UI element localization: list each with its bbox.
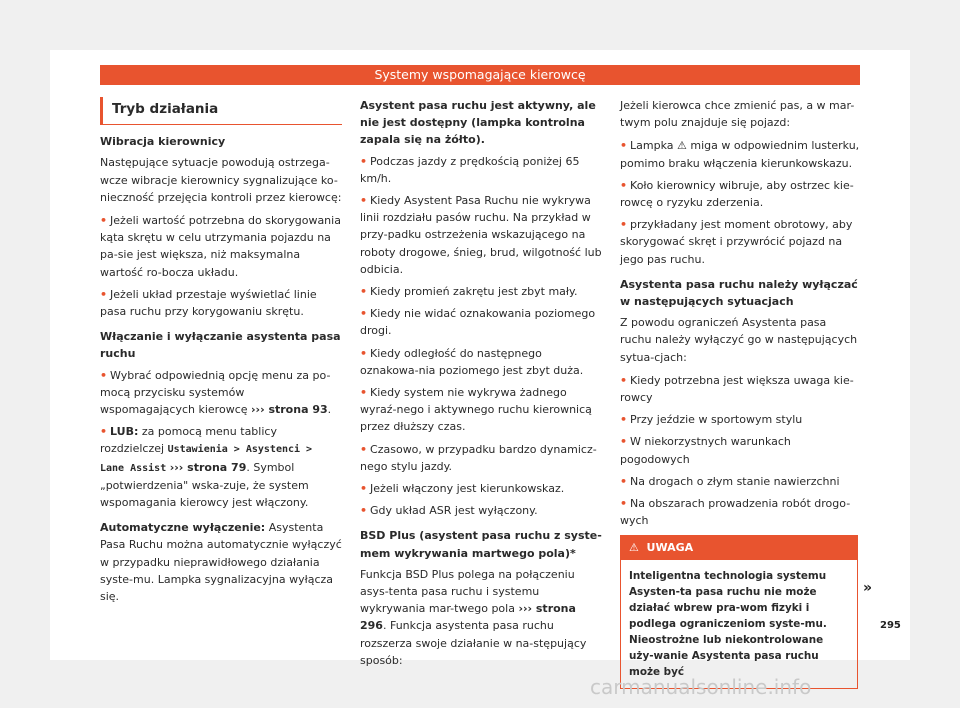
- bullet-dot-icon: •: [360, 386, 368, 400]
- bullet-dot-icon: •: [360, 307, 368, 321]
- heading-when-off: Asystenta pasa ruchu należy wyłączać w następujących sytuacjach: [620, 277, 858, 309]
- chapter-header: Systemy wspomagające kierowcę: [100, 65, 860, 85]
- page-number: 295: [880, 620, 901, 631]
- page-reference-link[interactable]: ››› strona 79: [169, 460, 247, 474]
- bullet-dot-icon: •: [360, 285, 368, 299]
- bullet-dot-icon: •: [360, 442, 368, 456]
- bullet-dot-icon: •: [620, 435, 628, 449]
- heading-active-unavailable: Asystent pasa ruchu jest aktywny, ale nie jest dostępny (lampka kontrolna zapala się na żółto).: [360, 99, 596, 147]
- bullet-dot-icon: •: [620, 139, 628, 153]
- bullet-item: • Podczas jazdy z prędkością poniżej 65 km/h.: [360, 154, 580, 185]
- column-3: [620, 97, 860, 689]
- bullet-dot-icon: •: [620, 218, 628, 232]
- heading-vibration: Wibracja kierownicy: [100, 135, 226, 149]
- bullet-item: • Kiedy system nie wykrywa żadnego wyraź-nego i aktywnego ruchu kierownicą przez dłuższy czas.: [360, 386, 592, 434]
- bullet-dot-icon: •: [620, 373, 628, 387]
- warning-text: Inteligentna technologia systemu Asysten-ta pasa ruchu nie może działać wbrew pra-wom fizyki i podlega ograniczeniom syste-mu. Nieostrożne lub niekontrolowane uży-wanie Asystenta pasa ruchu może być: [629, 569, 827, 678]
- bullet-list: [360, 153, 602, 520]
- bullet-dot-icon: •: [100, 425, 108, 439]
- bullet-dot-icon: •: [620, 497, 628, 511]
- bullet-dot-icon: •: [100, 287, 108, 301]
- heading-onoff: Włączanie i wyłączanie asystenta pasa ruchu: [100, 330, 341, 361]
- page-reference-link[interactable]: ››› strona 93: [251, 403, 328, 417]
- warning-box: [620, 535, 858, 688]
- paragraph-vibration: Następujące sytuacje powodują ostrzega-wcze wibracje kierownicy sygnalizujące ko-nieczność przejęcia kontroli przez kierowcę:: [100, 156, 342, 204]
- column-1: [100, 97, 342, 611]
- bullet-item: • Gdy układ ASR jest wyłączony.: [360, 504, 538, 518]
- warning-triangle-icon: ⚠: [629, 541, 639, 555]
- bullet-item: • Kiedy Asystent Pasa Ruchu nie wykrywa linii rozdziału pasów ruchu. Na przykład w przy-padku ostrzeżenia wskazującego na roboty drogowe, śnieg, brud, wilgotność lub odbicia.: [360, 194, 602, 276]
- bullet-list: [620, 372, 860, 530]
- column-2: [360, 97, 602, 675]
- bullet-dot-icon: •: [360, 482, 368, 496]
- bullet-dot-icon: •: [360, 504, 368, 518]
- bullet-item: • LUB: za pomocą menu tablicy rozdzielczej Ustawienia > Asystenci > Lane Assist ››› strona 79. Symbol „potwierdzenia" wska-zuje, że system wspomagania kierowcy jest włączony.: [100, 425, 313, 510]
- warning-header: ⚠ UWAGA: [621, 536, 857, 559]
- bullet-item: • W niekorzystnych warunkach pogodowych: [620, 435, 791, 466]
- paragraph-bsd: Funkcja BSD Plus polega na połączeniu asys-tenta pasa ruchu i systemu wykrywania mar-twego pola ››› strona 296. Funkcja asystenta pasa ruchu rozszerza swoje działanie w na-stępujący sposób:: [360, 567, 587, 667]
- bullet-dot-icon: •: [620, 413, 628, 427]
- bullet-dot-icon: •: [620, 474, 628, 488]
- bullet-item: • Jeżeli wartość potrzebna do skorygowania kąta skrętu w celu utrzymania pojazdu na pa-sie jest większa, niż maksymalna wartość ro-bocza układu.: [100, 214, 341, 279]
- bullet-item: • Koło kierownicy wibruje, aby ostrzec kie-rowcę o ryzyku zderzenia.: [620, 178, 854, 210]
- paragraph-intro: Jeżeli kierowca chce zmienić pas, a w mar-twym polu znajduje się pojazd:: [620, 99, 855, 130]
- bullet-item: • Czasowo, w przypadku bardzo dynamicz-nego stylu jazdy.: [360, 442, 597, 473]
- bullet-item: • Jeżeli włączony jest kierunkowskaz.: [360, 482, 565, 496]
- watermark-footer: carmanualsonline.info: [590, 675, 812, 699]
- bullet-dot-icon: •: [360, 346, 368, 360]
- heading-bsd-plus: BSD Plus (asystent pasa ruchu z syste-mem wykrywania martwego pola)*: [360, 529, 602, 560]
- bullet-dot-icon: •: [100, 368, 108, 382]
- page-reference-link[interactable]: ››› strona 296: [360, 602, 576, 633]
- bullet-item: • Kiedy nie widać oznakowania poziomego drogi.: [360, 307, 596, 338]
- bullet-item: • Kiedy odległość do następnego oznakowa-nia poziomego jest zbyt duża.: [360, 346, 584, 377]
- bullet-item: • przykładany jest moment obrotowy, aby skorygować skręt i przywrócić pojazd na jego pas ruchu.: [620, 218, 853, 266]
- paragraph-when-off: Z powodu ograniczeń Asystenta pasa ruchu należy wyłączyć go w następujących sytua-cjach:: [620, 316, 858, 364]
- bullet-item: • Na drogach o złym stanie nawierzchni: [620, 474, 840, 488]
- section-title: Tryb działania: [100, 97, 342, 125]
- paragraph-auto-off: Automatyczne wyłączenie: Asystenta Pasa Ruchu można automatycznie wyłączyć w przypadku nieprawidłowego działania syste-mu. Lampka sygnalizacyjna wyłącza się.: [100, 521, 342, 604]
- bullet-item: • Kiedy potrzebna jest większa uwaga kie-rowcy: [620, 373, 854, 405]
- menu-path: Ustawienia > Asystenci > Lane Assist: [100, 444, 313, 474]
- bullet-item: • Kiedy promień zakrętu jest zbyt mały.: [360, 285, 578, 299]
- bullet-item: • Jeżeli układ przestaje wyświetlać linie pasa ruchu przy korygowaniu skrętu.: [100, 287, 317, 319]
- bullet-item: • Lampka ⚠ miga w odpowiednim lusterku, pomimo braku włączenia kierunkowskazu.: [620, 139, 860, 170]
- bullet-dot-icon: •: [620, 178, 628, 192]
- bullet-dot-icon: •: [360, 154, 368, 168]
- continue-arrow-icon: »: [863, 580, 873, 596]
- bullet-item: • Przy jeździe w sportowym stylu: [620, 413, 803, 427]
- bullet-item: • Na obszarach prowadzenia robót drogo-wych: [620, 497, 851, 528]
- bullet-dot-icon: •: [100, 214, 108, 228]
- bullet-dot-icon: •: [360, 194, 368, 208]
- bullet-item: • Wybrać odpowiednią opcję menu za po-mocą przycisku systemów wspomagających kierowcę ››› strona 93.: [100, 368, 332, 417]
